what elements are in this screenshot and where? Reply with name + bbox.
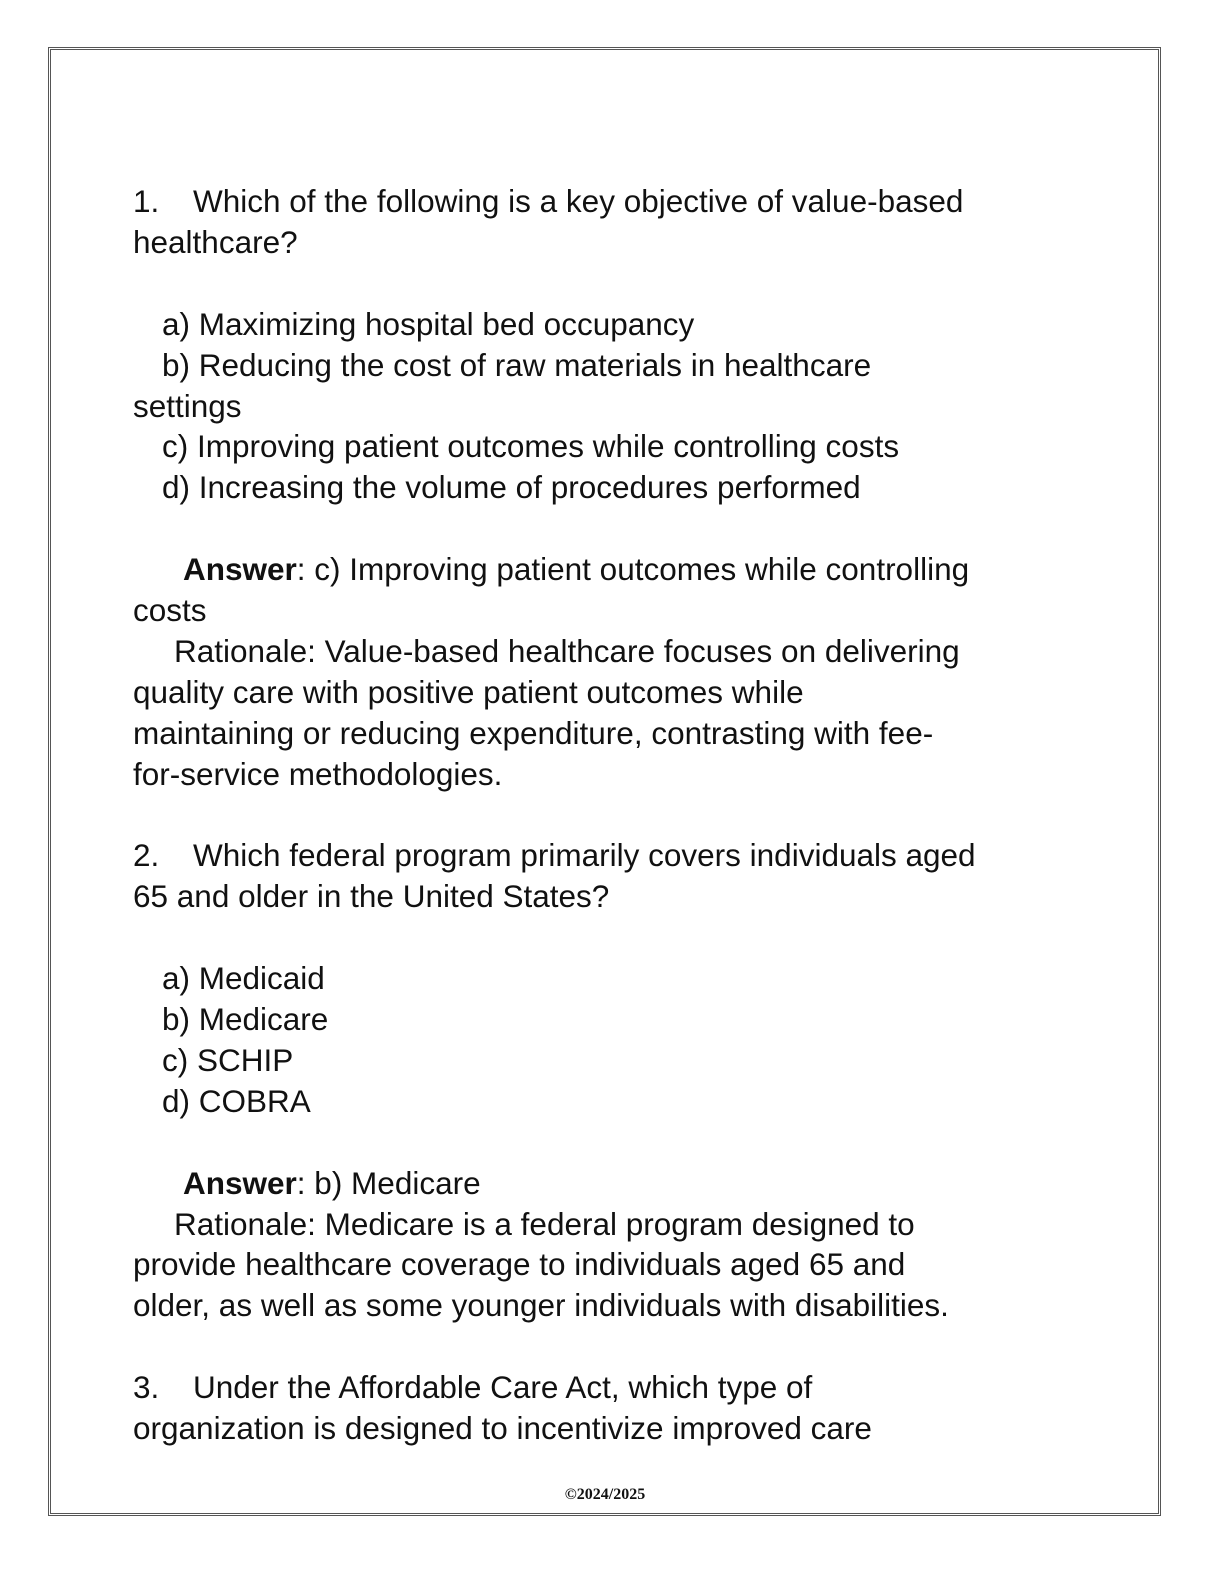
answer-text: : b) Medicare <box>296 1164 481 1201</box>
rationale-line: Rationale: Medicare is a federal program designed to <box>174 1205 915 1242</box>
answer-text: : c) Improving patient outcomes while controlling <box>296 551 970 588</box>
question-2 <box>133 835 1093 1326</box>
option-a: a) Maximizing hospital bed occupancy <box>162 305 695 342</box>
question-text: Under the Affordable Care Act, which type of <box>193 1369 813 1406</box>
question-text: Which of the following is a key objective of value-based <box>193 183 964 219</box>
question-3 <box>133 1367 1093 1449</box>
question-text-continued: organization is designed to incentivize improved care <box>133 1410 872 1447</box>
option-b-continued: settings <box>133 387 242 424</box>
spacer <box>133 508 1093 549</box>
rationale-line: quality care with positive patient outcomes while <box>133 673 804 710</box>
rationale-line: provide healthcare coverage to individuals aged 65 and <box>133 1246 906 1283</box>
question-text-continued: healthcare? <box>133 223 298 260</box>
document-body <box>133 181 1093 1449</box>
question-text: Which federal program primarily covers individuals aged <box>193 837 976 874</box>
spacer <box>133 917 1093 958</box>
option-b: b) Reducing the cost of raw materials in healthcare <box>162 346 872 383</box>
answer-label: Answer <box>183 1164 297 1201</box>
question-number: 2. <box>133 837 160 874</box>
option-c: c) Improving patient outcomes while controlling costs <box>162 428 900 465</box>
answer <box>133 1163 1093 1204</box>
spacer <box>133 795 1093 836</box>
option-c: c) SCHIP <box>162 1041 294 1078</box>
option-b: b) Medicare <box>162 1001 329 1038</box>
rationale-line: maintaining or reducing expenditure, contrasting with fee- <box>133 714 934 751</box>
answer <box>133 549 1093 590</box>
question-text-continued: 65 and older in the United States? <box>133 878 610 915</box>
spacer <box>133 1122 1093 1163</box>
spacer <box>133 263 1093 304</box>
copyright-footer: ©2024/2025 <box>564 1486 646 1503</box>
question-number: 3. <box>133 1369 160 1406</box>
rationale-line: older, as well as some younger individuals with disabilities. <box>133 1287 949 1324</box>
question-number: 1. <box>133 183 160 219</box>
question-1 <box>133 181 1093 795</box>
rationale-line: for-service methodologies. <box>133 755 503 792</box>
rationale-line: Rationale: Value-based healthcare focuses on delivering <box>174 632 960 669</box>
option-d: d) COBRA <box>162 1082 311 1119</box>
spacer <box>133 1326 1093 1367</box>
option-a: a) Medicaid <box>162 960 325 997</box>
answer-text-continued: costs <box>133 592 207 629</box>
answer-label: Answer <box>183 551 297 588</box>
option-d: d) Increasing the volume of procedures performed <box>162 469 861 506</box>
